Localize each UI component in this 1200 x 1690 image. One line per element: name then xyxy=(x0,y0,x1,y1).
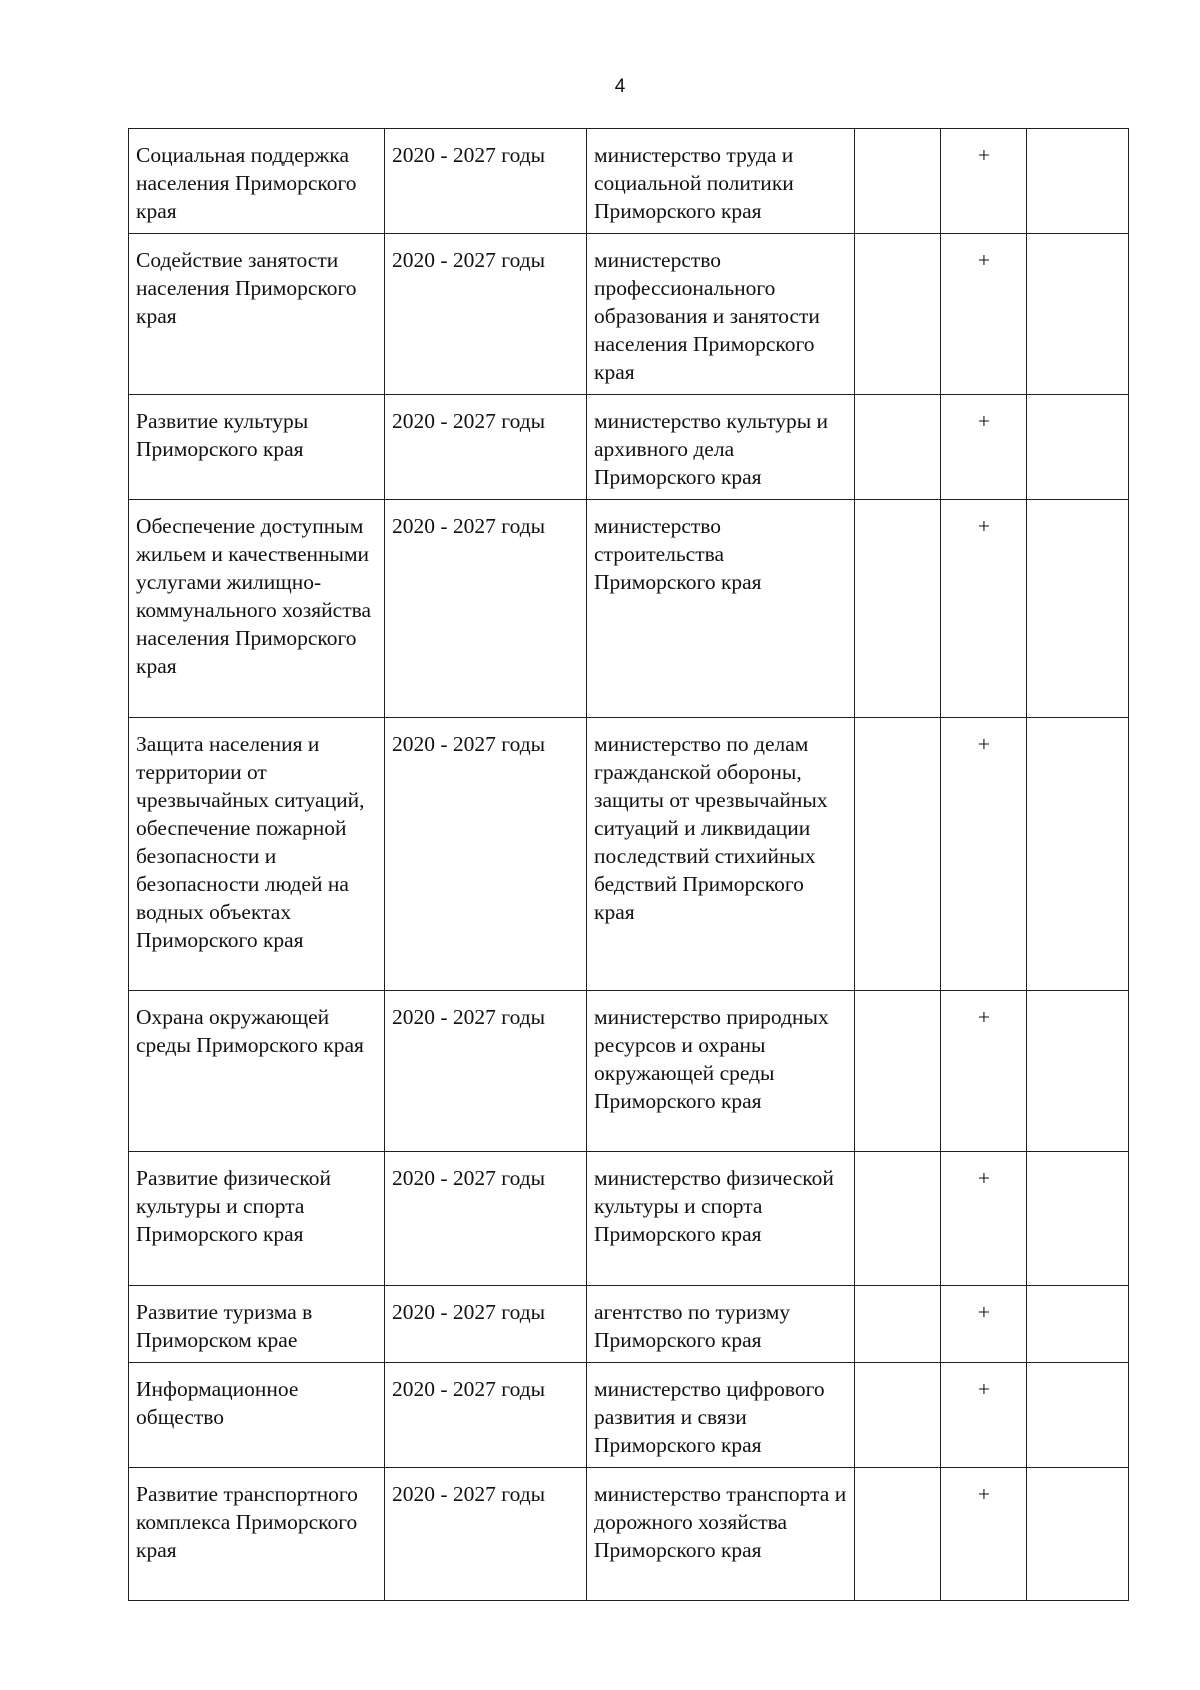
empty-cell xyxy=(1027,718,1129,991)
period-cell: 2020 - 2027 годы xyxy=(385,1286,587,1363)
empty-cell xyxy=(1027,1286,1129,1363)
table-row xyxy=(129,1152,1129,1286)
empty-cell xyxy=(855,718,941,991)
empty-cell xyxy=(1027,234,1129,395)
executor-cell: министерство профессионального образования и занятости населения Приморского края xyxy=(587,234,855,395)
program-name-cell: Развитие культуры Приморского края xyxy=(129,395,385,500)
program-name-cell: Охрана окружающей среды Приморского края xyxy=(129,991,385,1152)
executor-cell: министерство природных ресурсов и охраны окружающей среды Приморского края xyxy=(587,991,855,1152)
empty-cell xyxy=(1027,129,1129,234)
plus-mark-cell: + xyxy=(941,1468,1027,1601)
empty-cell xyxy=(855,129,941,234)
program-name-cell: Содействие занятости населения Приморского края xyxy=(129,234,385,395)
period-cell: 2020 - 2027 годы xyxy=(385,1152,587,1286)
programs-table xyxy=(128,128,1129,1601)
table-row xyxy=(129,991,1129,1152)
table-row xyxy=(129,1363,1129,1468)
period-cell: 2020 - 2027 годы xyxy=(385,395,587,500)
page-number: 4 xyxy=(614,76,626,97)
empty-cell xyxy=(855,500,941,718)
empty-cell xyxy=(1027,1363,1129,1468)
period-cell: 2020 - 2027 годы xyxy=(385,234,587,395)
table-row xyxy=(129,718,1129,991)
period-cell: 2020 - 2027 годы xyxy=(385,1363,587,1468)
executor-cell: министерство по делам гражданской обороны, защиты от чрезвычайных ситуаций и ликвидации последствий стихийных бедствий Приморского края xyxy=(587,718,855,991)
table-row xyxy=(129,1468,1129,1601)
table-row xyxy=(129,234,1129,395)
period-cell: 2020 - 2027 годы xyxy=(385,718,587,991)
executor-cell: агентство по туризму Приморского края xyxy=(587,1286,855,1363)
plus-mark-cell: + xyxy=(941,395,1027,500)
empty-cell xyxy=(855,1363,941,1468)
table-row xyxy=(129,395,1129,500)
executor-cell: министерство труда и социальной политики Приморского края xyxy=(587,129,855,234)
program-name-cell: Защита населения и территории от чрезвычайных ситуаций, обеспечение пожарной безопасности и безопасности людей на водных объектах Приморского края xyxy=(129,718,385,991)
program-name-cell: Развитие транспортного комплекса Приморского края xyxy=(129,1468,385,1601)
empty-cell xyxy=(1027,395,1129,500)
period-cell: 2020 - 2027 годы xyxy=(385,1468,587,1601)
plus-mark-cell: + xyxy=(941,1152,1027,1286)
plus-mark-cell: + xyxy=(941,1363,1027,1468)
program-name-cell: Развитие физической культуры и спорта Приморского края xyxy=(129,1152,385,1286)
empty-cell xyxy=(1027,500,1129,718)
table-row xyxy=(129,500,1129,718)
table-row xyxy=(129,129,1129,234)
empty-cell xyxy=(1027,1468,1129,1601)
empty-cell xyxy=(1027,991,1129,1152)
plus-mark-cell: + xyxy=(941,1286,1027,1363)
empty-cell xyxy=(855,395,941,500)
plus-mark-cell: + xyxy=(941,991,1027,1152)
period-cell: 2020 - 2027 годы xyxy=(385,500,587,718)
empty-cell xyxy=(855,1286,941,1363)
table-row xyxy=(129,1286,1129,1363)
plus-mark-cell: + xyxy=(941,718,1027,991)
executor-cell: министерство цифрового развития и связи Приморского края xyxy=(587,1363,855,1468)
program-name-cell: Развитие туризма в Приморском крае xyxy=(129,1286,385,1363)
empty-cell xyxy=(855,991,941,1152)
empty-cell xyxy=(855,234,941,395)
empty-cell xyxy=(855,1468,941,1601)
program-name-cell: Социальная поддержка населения Приморского края xyxy=(129,129,385,234)
empty-cell xyxy=(855,1152,941,1286)
executor-cell: министерство транспорта и дорожного хозяйства Приморского края xyxy=(587,1468,855,1601)
plus-mark-cell: + xyxy=(941,500,1027,718)
period-cell: 2020 - 2027 годы xyxy=(385,129,587,234)
plus-mark-cell: + xyxy=(941,234,1027,395)
executor-cell: министерство физической культуры и спорта Приморского края xyxy=(587,1152,855,1286)
executor-cell: министерство строительства Приморского края xyxy=(587,500,855,718)
program-name-cell: Обеспечение доступным жильем и качественными услугами жилищно-коммунального хозяйства населения Приморского края xyxy=(129,500,385,718)
plus-mark-cell: + xyxy=(941,129,1027,234)
empty-cell xyxy=(1027,1152,1129,1286)
period-cell: 2020 - 2027 годы xyxy=(385,991,587,1152)
executor-cell: министерство культуры и архивного дела Приморского края xyxy=(587,395,855,500)
program-name-cell: Информационное общество xyxy=(129,1363,385,1468)
